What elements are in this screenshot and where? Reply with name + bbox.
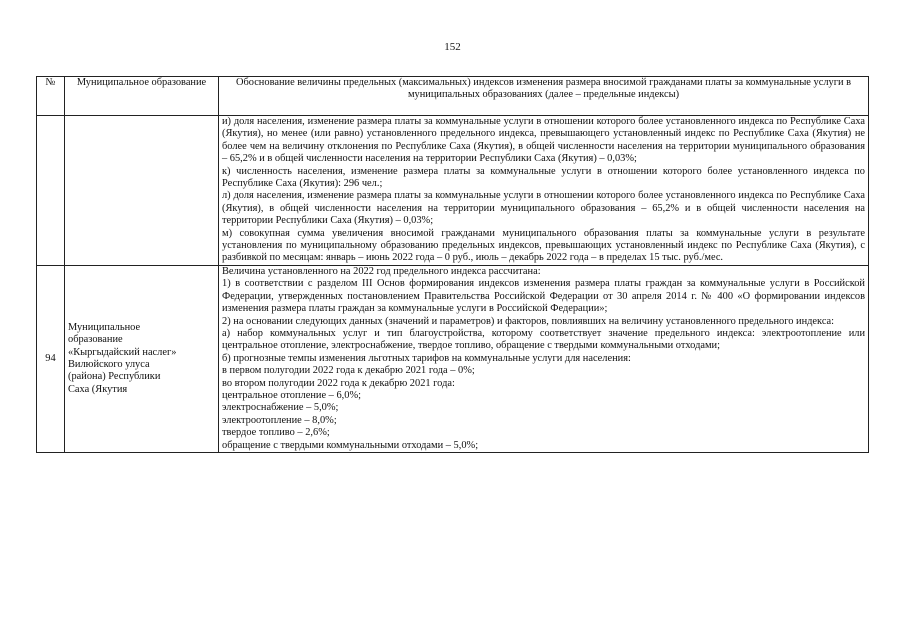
table-row xyxy=(37,116,869,266)
paragraph: к) численность населения, изменение размера платы за коммунальные услуги в отношении которого более установленного индекса по Республике Саха (Якутия): 296 чел.; xyxy=(222,165,865,190)
row-justification xyxy=(219,265,869,452)
paragraph: л) доля населения, изменение размера платы за коммунальные услуги в отношении которого более установленного индекса по Республике Саха (Якутия), в общей численности населения на территории муниципального образования – 65,2% и в общей численности населения на территории Республики Саха (Якутия) – 0,03%; xyxy=(222,190,865,227)
table-row xyxy=(37,265,869,452)
paragraph: 1) в соответствии с разделом III Основ формирования индексов изменения размера платы граждан за коммунальные услуги в Российской Федерации, утвержденных постановлением Правительства Российской Федерации от 30 апреля 2014 г. № 400 «О формировании индексов изменения размера платы граждан за коммунальные услуги в Российской Федерации»; xyxy=(222,278,865,315)
paragraph: электроотопление – 8,0%; xyxy=(222,414,337,426)
row-number xyxy=(37,116,65,266)
paragraph: б) прогнозные темпы изменения льготных тарифов на коммунальные услуги для населения: xyxy=(222,352,631,364)
paragraph: твердое топливо – 2,6%; xyxy=(222,427,330,439)
header-municipality: Муниципальное образование xyxy=(65,77,219,116)
paragraph: а) набор коммунальных услуг и тип благоустройства, которому соответствует значение предельного индекса: электроотопление или центральное отопление, электроснабжение, твердое топливо, обращение с твердыми коммунальными отходами; xyxy=(222,327,865,352)
row-municipality xyxy=(65,265,219,452)
paragraph: м) совокупная сумма увеличения вносимой гражданами муниципального образования платы за коммунальные услуги в результате установления по муниципальному образованию предельных индексов, превышающих установленный индекс по Республике Саха (Якутия), с разбивкой по месяцам: январь – июнь 2022 года – 0 руб., июль – декабрь 2022 года – в пределах 15 тыс. руб./мес. xyxy=(222,227,865,264)
paragraph: 2) на основании следующих данных (значений и параметров) и факторов, повлиявших на величину установленного предельного индекса: xyxy=(222,315,835,327)
header-number: № xyxy=(37,77,65,116)
paragraph: во втором полугодии 2022 года к декабрю 2021 года: xyxy=(222,377,455,389)
row-number: 94 xyxy=(37,265,65,452)
justification-table xyxy=(36,76,869,453)
header-justification: Обоснование величины предельных (максимальных) индексов изменения размера вносимой гражданами платы за коммунальные услуги в муниципальных образованиях (далее – предельные индексы) xyxy=(219,77,869,116)
paragraph: обращение с твердыми коммунальными отходами – 5,0%; xyxy=(222,439,479,451)
page-number: 152 xyxy=(444,41,461,53)
row-municipality xyxy=(65,116,219,266)
paragraph: и) доля населения, изменение размера платы за коммунальные услуги в отношении которого более установленного индекса по Республике Саха (Якутия), но менее (или равно) установленного предельного индекса, превышающего установленный индекс по Республике Саха (Якутия) не более чем на величину отклонения по Республике Саха (Якутия), в общей численности населения на территории муниципального образования – 65,2% и в общей численности населения на территории Республики Саха (Якутия) – 0,03%; xyxy=(222,116,865,165)
table-header-row xyxy=(37,77,869,116)
municipality-name: Муниципальное образование «Кыргыдайский наслег» Вилюйского улуса (района) Республики Саха (Якутия xyxy=(68,321,177,395)
paragraph: электроснабжение – 5,0%; xyxy=(222,402,339,414)
paragraph: центральное отопление – 6,0%; xyxy=(222,389,361,401)
paragraph: в первом полугодии 2022 года к декабрю 2021 года – 0%; xyxy=(222,365,475,377)
row-justification xyxy=(219,116,869,266)
paragraph: Величина установленного на 2022 год предельного индекса рассчитана: xyxy=(222,265,541,277)
